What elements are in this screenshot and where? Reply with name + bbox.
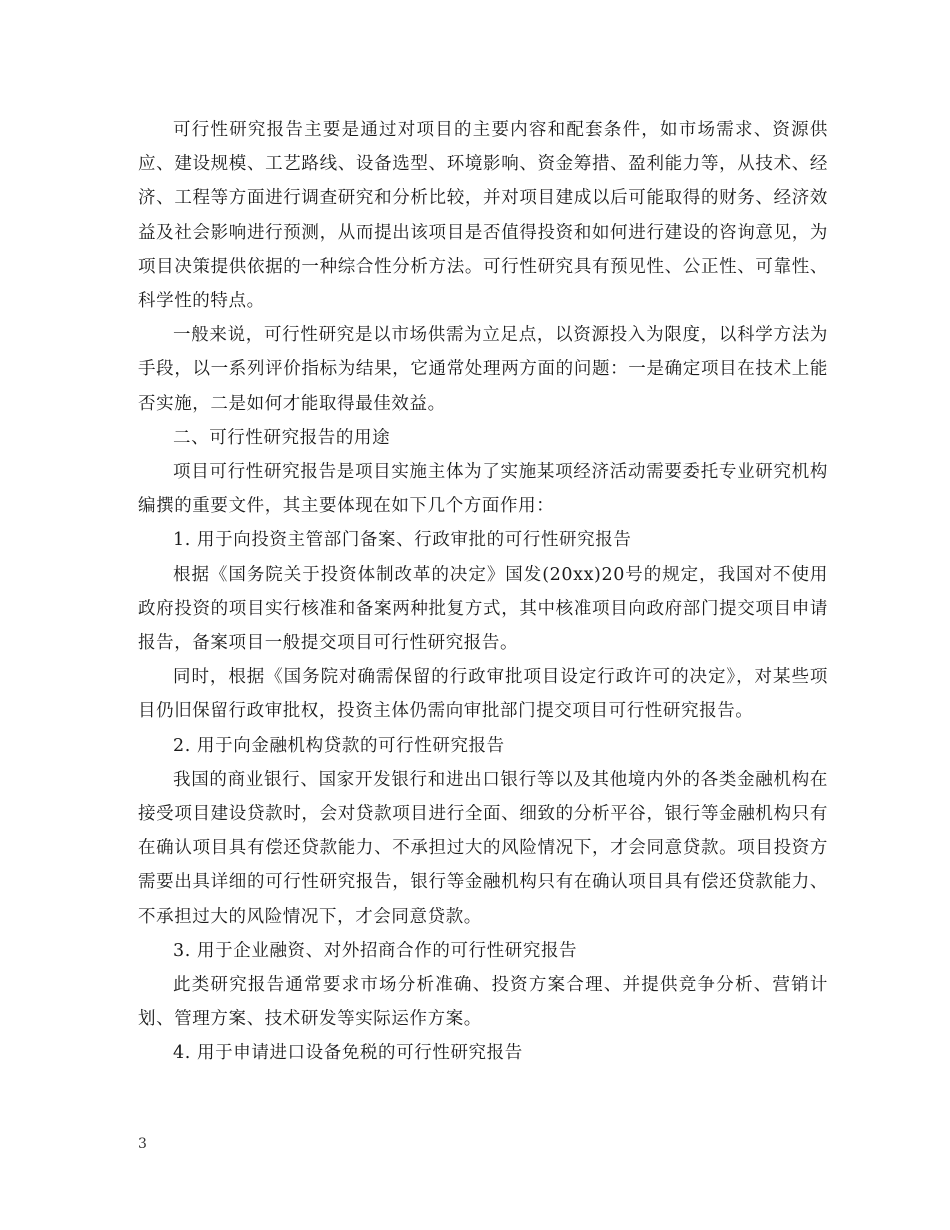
document-body [138,113,828,1071]
list-heading-4: 4. 用于申请进口设备免税的可行性研究报告 [173,1043,523,1064]
paragraph-general: 一般来说，可行性研究是以市场供需为立足点，以资源投入为限度，以科学方法为手段，以一系列评价指标为结果，它通常处理两方面的问题：一是确定项目在技术上能否实施，二是如何才能取得最佳效益。 [138,325,828,414]
page-number: 3 [138,1136,147,1152]
list-heading-2: 2. 用于向金融机构贷款的可行性研究报告 [173,735,505,756]
list-heading-1: 1. 用于向投资主管部门备案、行政审批的可行性研究报告 [173,530,632,551]
paragraph-3: 此类研究报告通常要求市场分析准确、投资方案合理、并提供竞争分析、营销计划、管理方案、技术研发等实际运作方案。 [138,975,828,1030]
paragraph-intro: 可行性研究报告主要是通过对项目的主要内容和配套条件，如市场需求、资源供应、建设规模、工艺路线、设备选型、环境影响、资金筹措、盈利能力等，从技术、经济、工程等方面进行调查研究和分析比较，并对项目建成以后可能取得的财务、经济效益及社会影响进行预测，从而提出该项目是否值得投资和如何进行建设的咨询意见，为项目决策提供依据的一种综合性分析方法。可行性研究具有预见性、公正性、可靠性、科学性的特点。 [138,120,828,312]
list-heading-3: 3. 用于企业融资、对外招商合作的可行性研究报告 [173,940,578,961]
paragraph-2: 我国的商业银行、国家开发银行和进出口银行等以及其他境内外的各类金融机构在接受项目建设贷款时，会对贷款项目进行全面、细致的分析平谷，银行等金融机构只有在确认项目具有偿还贷款能力、不承担过大的风险情况下，才会同意贷款。项目投资方需要出具详细的可行性研究报告，银行等金融机构只有在确认项目具有偿还贷款能力、不承担过大的风险情况下，才会同意贷款。 [138,769,828,927]
paragraph-1-a: 根据《国务院关于投资体制改革的决定》国发(20xx)20号的规定，我国对不使用政府投资的项目实行核准和备案两种批复方式，其中核准项目向政府部门提交项目申请报告，备案项目一般提交项目可行性研究报告。 [138,564,828,654]
paragraph-uses-intro: 项目可行性研究报告是项目实施主体为了实施某项经济活动需要委托专业研究机构编撰的重要文件，其主要体现在如下几个方面作用： [138,462,828,517]
section-heading-uses: 二、可行性研究报告的用途 [173,427,391,448]
paragraph-1-b: 同时，根据《国务院对确需保留的行政审批项目设定行政许可的决定》，对某些项目仍旧保留行政审批权，投资主体仍需向审批部门提交项目可行性研究报告。 [138,667,828,722]
